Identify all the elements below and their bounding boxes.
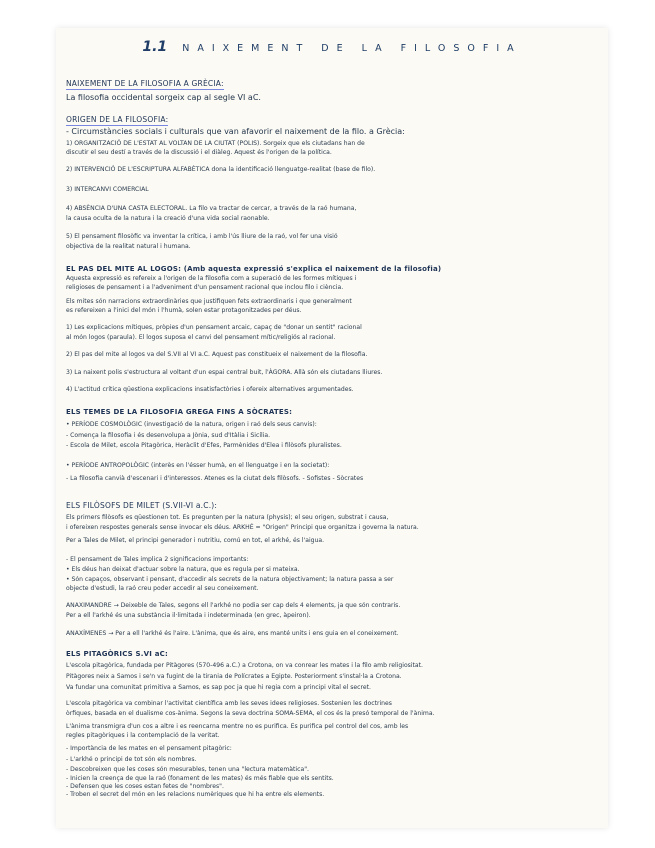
text-line: 3) INTERCANVI COMERCIAL [66,186,149,193]
text-line: 4) L'actitud crítica qüestiona explicacions insatisfactòries i ofereix alternatives argumentades. [66,386,354,393]
text-line: Els mites són narracions extraordinàries que justifiquen fets extraordinaris i que generalment [66,298,352,305]
text-line: L'ànima transmigra d'un cos a altre i es reencarna mentre no es purifica. Es purifica pel control del cos, amb les [66,723,409,730]
text-line: ANAXÍMENES → Per a ell l'arkhé és l'aire. L'ànima, que és aire, ens manté units i ens guia en el coneixement. [66,630,399,637]
text-line: 3) La naixent polis s'estructura al voltant d'un espai central buit, l'ÀGORA. Allà són els ciutadans lliures. [66,369,383,376]
text-line: L'escola pitagòrica, fundada per Pitàgores (570-496 a.C.) a Crotona, on va conrear les mates i la filo amb religiositat. [66,662,423,669]
text-line: Per a Tales de Milet, el principi generador i nutritiu, comú en tot, el arkhé, és l'aigua. [66,537,325,544]
text-line: 2) INTERVENCIÓ DE L'ESCRIPTURA ALFABÈTICA dona la identificació llenguatge-realitat (base de filo). [66,166,376,173]
text-line: 2) El pas del mite al logos va del S.VII al VI a.C. Aquest pas constitueix el naixement de la filosofia. [66,351,368,358]
text-line: - La filosofia canvià d'escenari i d'interessos. Atenes es la ciutat dels filòsofs. - Sofistes - Sòcrates [66,475,364,482]
section-heading: EL PAS DEL MITE AL LOGOS: (Amb aquesta expressió s'explica el naixement de la filosofia) [66,265,442,273]
text-line: regles pitagòriques i la contemplació de la veritat. [66,732,220,739]
text-line: - Troben el secret del món en les relacions numèriques que hi ha entre els elements. [66,791,325,798]
text-line: Va fundar una comunitat primitiva a Samos, es sap poc ja que hi regia com a principi vital el secret. [66,684,371,691]
text-line: - Importància de les mates en el pensament pitagòric: [66,745,232,752]
text-line: Pitàgores neix a Samos i se'n va fugint de la tirania de Polícrates a Egipte. Posteriorment s'instal·la a Crotona. [66,673,402,680]
text-line: Aquesta expressió es refereix a l'origen de la filosofia com a superació de les formes mítiques i [66,275,357,282]
text-line: objectiva de la realitat natural i humana. [66,243,191,250]
section-heading: ELS FILÒSOFS DE MILET (S.VII-VI a.C.): [66,501,218,510]
text-line: ANAXIMANDRE → Deixeble de Tales, segons ell l'arkhé no podia ser cap dels 4 elements, ja que són contraris. [66,602,401,609]
text-line: - Comença la filosofia i és desenvolupa a Jònia, sud d'Itàlia i Sicília. [66,432,271,439]
text-line: 1) ORGANITZACIÓ DE L'ESTAT AL VOLTAN DE LA CIUTAT (POLIS). Sorgeix que els ciutadans han de [66,140,365,147]
text-line: la causa oculta de la natura i la creació d'una vida social raonable. [66,215,270,222]
text-line: - El pensament de Tales implica 2 significacions importants: [66,556,249,563]
text-line: • PERÍODE COSMOLÒGIC (investigació de la natura, origen i raó dels seus canvis): [66,421,317,428]
notebook-page [56,28,608,828]
text-line: 5) El pensament filosòfic va inventar la crítica, i amb l'ús lliure de la raó, vol fer una visió [66,233,338,240]
text-line: • Els déus han deixat d'actuar sobre la natura, que es regula per si mateixa. [66,566,300,573]
section-heading: ELS PITAGÒRICS S.VI aC: [66,650,168,658]
text-line: 1) Les explicacions mítiques, pròpies d'un pensament arcaic, capaç de "donar un sentit" racional [66,324,362,331]
text-line: Els primers filòsofs es qüestionen tot. Es pregunten per la natura (physis); el seu origen, substrat i causa, [66,514,389,521]
text-line: L'escola pitagòrica va combinar l'activitat científica amb les seves idees religioses. Sostenien les doctrines [66,700,392,707]
text-line: òrfiques, basada en el dualisme cos-ànima. Segons la seva doctrina SOMA-SEMA, el cos és la presó temporal de l'ànima. [66,710,435,717]
text-line: - Inicien la creença de que la raó (fonament de les mates) és més fiable que els sentits. [66,775,334,782]
text-line: - Circumstàncies socials i culturals que van afavorir el naixement de la filo. a Grècia: [66,127,405,136]
text-line: - L'arkhé o principi de tot són els nombres. [66,756,197,763]
text-line: religioses de pensament i a l'adveniment d'un pensament racional que inclou filo i ciència. [66,284,344,291]
section-heading: ORIGEN DE LA FILOSOFIA: [66,115,169,124]
text-line: Per a ell l'arkhé és una substància il·limitada i indeterminada (en grec, àpeiron). [66,612,311,619]
text-line: al món logos (paraula). El logos suposa el canvi del pensament mític/religiós al racional. [66,334,336,341]
text-line: - Descobreixen que les coses són mesurables, tenen una "lectura matemàtica". [66,766,309,773]
text-line: i ofereixen respostes generals sense invocar els déus. ARKHÉ = "Origen" Principi que organitza i governa la natura. [66,524,419,531]
text-line: La filosofia occidental sorgeix cap al segle VI aC. [66,93,261,102]
text-line: - Defensen que les coses estan fetes de "nombres". [66,783,224,790]
text-line: • PERÍODE ANTROPOLÒGIC (interès en l'ésser humà, en el llenguatge i en la societat): [66,462,330,469]
text-line: es refereixen a l'inici del món i l'humà, solen estar protagonitzades per déus. [66,307,302,314]
text-line: objecte d'estudi, la raó creu poder accedir al seu coneixement. [66,585,259,592]
page-title [56,36,608,55]
section-heading: NAIXEMENT DE LA FILOSOFIA A GRÈCIA: [66,79,224,88]
title-text: NAIXEMENT DE LA FILOSOFIA [182,43,522,54]
text-line: - Escola de Milet, escola Pitagòrica, Heràclit d'Efes, Parmènides d'Elea i filòsofs pluralistes. [66,442,342,449]
title-number: 1.1 [142,39,168,55]
text-line: 4) ABSÈNCIA D'UNA CASTA ELECTORAL. La filo va tractar de cercar, a través de la raó humana, [66,205,357,212]
section-heading: ELS TEMES DE LA FILOSOFIA GREGA FINS A SÒCRATES: [66,408,293,416]
text-line: • Són capaços, observant i pensant, d'accedir als secrets de la natura objectivament; la natura passa a ser [66,576,394,583]
text-line: discutir el seu destí a través de la discussió i el diàleg. Aquest és l'origen de la política. [66,149,332,156]
